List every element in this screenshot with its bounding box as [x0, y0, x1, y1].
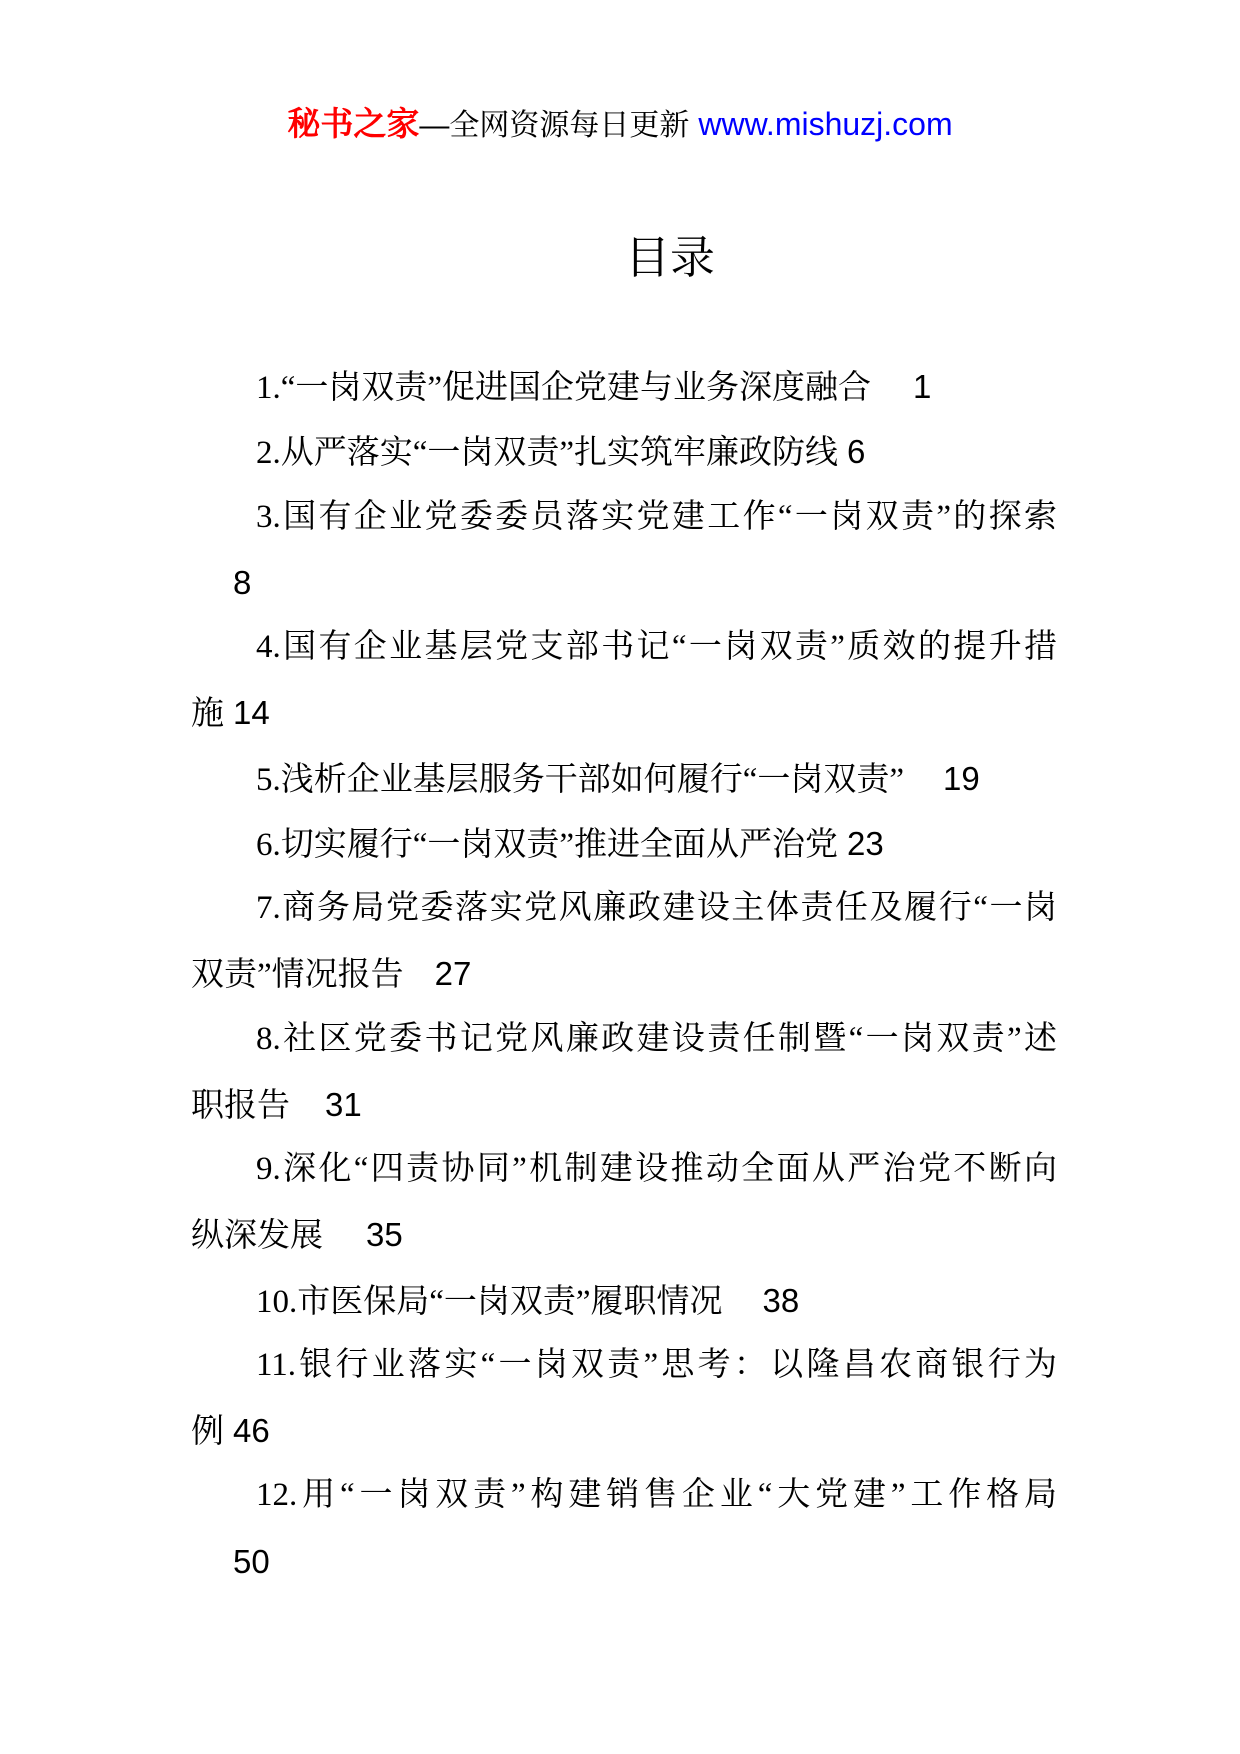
- toc-page-number: 31: [325, 1085, 362, 1123]
- toc-line: [191, 811, 1057, 876]
- toc-page-number: 35: [366, 1216, 403, 1254]
- toc-line: [191, 1398, 1057, 1463]
- toc-entry-title: 7.商务局党委落实党风廉政建设主体责任及履行“一岗: [256, 890, 1057, 926]
- toc-entry-5: [191, 746, 1057, 811]
- toc-line: [191, 1202, 1057, 1267]
- toc-line: [191, 485, 1057, 550]
- toc-entry-10: [191, 1268, 1057, 1333]
- toc-entry-7: [191, 876, 1057, 1007]
- toc-entry-title-continued: 纵深发展: [191, 1218, 323, 1255]
- toc-entry-title: 3.国有企业党委委员落实党建工作“一岗双责”的探索: [256, 498, 1057, 535]
- toc-entry-8: [191, 1007, 1057, 1138]
- toc-entry-title: 11.银行业落实“一岗双责”思考：以隆昌农商银行为: [256, 1346, 1057, 1383]
- toc-entry-1: [191, 354, 1057, 419]
- toc-line: [191, 746, 1057, 811]
- toc-page-number: 50: [233, 1542, 270, 1580]
- toc-entry-title-continued: 职报告: [191, 1087, 290, 1124]
- toc-entry-6: [191, 811, 1057, 876]
- toc-entry-title: 10.市医保局“一岗双责”履职情况: [256, 1283, 723, 1320]
- toc-page-number: 38: [762, 1281, 800, 1319]
- toc-entry-title: 4.国有企业基层党支部书记“一岗双责”质效的提升措: [256, 629, 1057, 665]
- table-of-contents: [191, 354, 1057, 1594]
- toc-entry-title-continued: 双责”情况报告: [191, 957, 404, 994]
- toc-entry-title-continued: 例: [191, 1414, 224, 1450]
- toc-line: [191, 941, 1057, 1006]
- toc-entry-11: [191, 1333, 1057, 1464]
- toc-entry-title-continued: 施: [191, 696, 224, 733]
- toc-line: [191, 615, 1057, 680]
- toc-entry-12: [191, 1463, 1057, 1594]
- site-url-link[interactable]: www.mishuzj.com: [698, 106, 953, 142]
- toc-line: [191, 680, 1057, 745]
- toc-title: 目录: [624, 232, 715, 283]
- toc-entry-title: 2.从严落实“一岗双责”扎实筑牢廉政防线: [256, 435, 839, 472]
- toc-page-number: 8: [233, 563, 252, 601]
- toc-entry-4: [191, 615, 1057, 746]
- toc-line: [191, 1007, 1057, 1072]
- toc-line: [191, 419, 1057, 484]
- toc-line: [191, 876, 1057, 941]
- site-brand-name: 秘书之家: [287, 105, 420, 142]
- toc-line: [191, 1268, 1057, 1333]
- toc-entry-title: 9.深化“四责协同”机制建设推动全面从严治党不断向: [256, 1151, 1057, 1187]
- toc-entry-title: 8.社区党委书记党风廉政建设责任制暨“一岗双责”述: [256, 1020, 1057, 1057]
- toc-line: [191, 1463, 1057, 1528]
- toc-page-number: 27: [434, 955, 472, 993]
- toc-line: [191, 550, 1057, 615]
- toc-entry-2: [191, 419, 1057, 484]
- toc-entry-9: [191, 1137, 1057, 1268]
- toc-page-number: 23: [847, 824, 884, 862]
- site-tagline: —全网资源每日更新: [419, 109, 690, 142]
- toc-entry-3: [191, 485, 1057, 616]
- toc-line: [191, 1529, 1057, 1594]
- toc-entry-title: 6.切实履行“一岗双责”推进全面从严治党: [256, 826, 839, 863]
- toc-line: [191, 354, 1057, 419]
- toc-line: [191, 1333, 1057, 1398]
- toc-page-number: 46: [233, 1412, 270, 1449]
- toc-page-number: 19: [943, 759, 980, 797]
- toc-entry-title: 5.浅析企业基层服务干部如何履行“一岗双责”: [256, 761, 905, 798]
- toc-entry-title: 12.用“一岗双责”构建销售企业“大党建”工作格局: [256, 1477, 1057, 1514]
- page-header: [0, 100, 1240, 148]
- toc-page-number: 14: [233, 694, 270, 732]
- toc-line: [191, 1137, 1057, 1202]
- toc-page-number: 1: [913, 368, 932, 405]
- toc-line: [191, 1072, 1057, 1137]
- toc-entry-title: 1.“一岗双责”促进国企党建与业务深度融合: [256, 370, 872, 406]
- toc-page-number: 6: [847, 433, 866, 471]
